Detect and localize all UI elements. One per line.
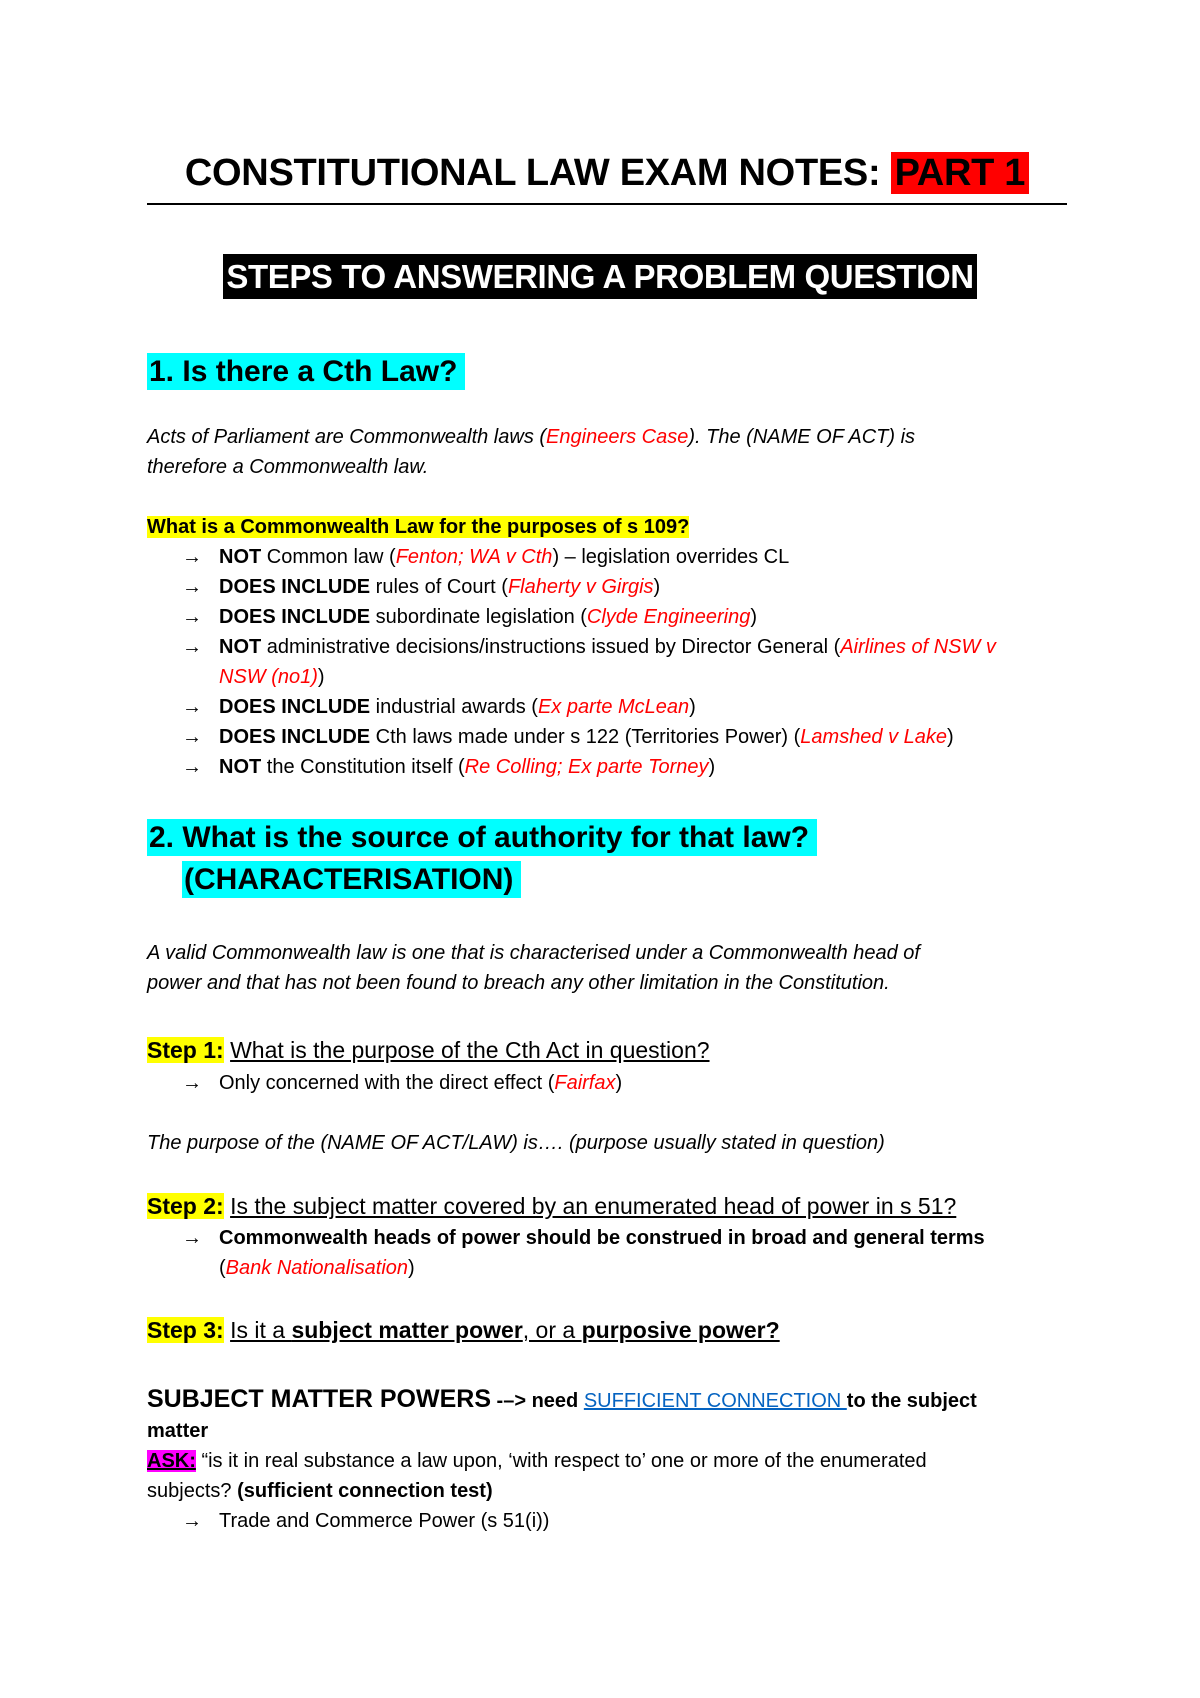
list-item bbox=[182, 1223, 1042, 1283]
section2-heading-text: 2. What is the source of authority for that law? bbox=[147, 819, 817, 856]
section2-heading-line2 bbox=[182, 858, 521, 902]
subject-matter-title: SUBJECT MATTER POWERS bbox=[147, 1385, 491, 1413]
item-text: Common law ( bbox=[261, 546, 396, 568]
step1-note: The purpose of the (NAME OF ACT/LAW) is…. (purpose usually stated in question) bbox=[147, 1132, 885, 1154]
step2-label: Step 2: bbox=[147, 1193, 224, 1219]
item-text: rules of Court ( bbox=[370, 576, 508, 598]
step1-heading bbox=[147, 1033, 710, 1067]
intro-text-c: therefore a Commonwealth law. bbox=[147, 456, 429, 478]
step2-list bbox=[182, 1223, 1042, 1283]
item-text-after: ) bbox=[750, 606, 758, 628]
ask-bold: (sufficient connection test) bbox=[237, 1480, 493, 1502]
step1-list bbox=[182, 1068, 1042, 1098]
arrow-icon: → bbox=[182, 726, 202, 748]
item-text: Cth laws made under s 122 (Territories Power) ( bbox=[370, 726, 801, 748]
arrow-icon: → bbox=[182, 1072, 202, 1094]
ask-line2 bbox=[147, 1476, 493, 1506]
list-item bbox=[182, 752, 1042, 782]
item-text: Only concerned with the direct effect ( bbox=[219, 1072, 555, 1094]
subject-matter-line2: matter bbox=[147, 1420, 209, 1442]
section2-heading-line1 bbox=[147, 816, 817, 860]
section1-list bbox=[182, 542, 1042, 782]
list-item bbox=[182, 692, 1042, 722]
subject-matter-list bbox=[182, 1506, 1042, 1536]
list-item bbox=[182, 1506, 1042, 1536]
arrow-icon: → bbox=[182, 636, 202, 658]
intro-text-b: ). The (NAME OF ACT) is bbox=[688, 426, 916, 448]
sufficient-connection-link[interactable]: SUFFICIENT CONNECTION bbox=[583, 1390, 847, 1412]
case-citation: Fairfax bbox=[554, 1072, 616, 1094]
list-item bbox=[182, 1068, 1042, 1098]
case-citation: Lamshed v Lake bbox=[800, 726, 948, 748]
step3-heading bbox=[147, 1313, 780, 1347]
list-item bbox=[182, 572, 1042, 602]
item-text: Trade and Commerce Power (s 51(i)) bbox=[219, 1510, 550, 1532]
tail-text: to the subject bbox=[846, 1390, 977, 1412]
page-title bbox=[147, 146, 1067, 200]
item-text: Commonwealth heads of power should be construed in broad and general terms bbox=[219, 1227, 985, 1249]
section1-intro-line2 bbox=[147, 452, 428, 482]
banner-text: STEPS TO ANSWERING A PROBLEM QUESTION bbox=[223, 254, 976, 299]
step3-text-a: Is it a bbox=[230, 1317, 292, 1343]
ask-text-b: subjects? bbox=[147, 1480, 238, 1502]
item-keyword: NOT bbox=[219, 756, 262, 778]
section1-intro-line1 bbox=[147, 422, 915, 452]
step1-text: What is the purpose of the Cth Act in question? bbox=[230, 1037, 710, 1063]
arrow-icon: → bbox=[182, 756, 202, 778]
item-text-close: ) bbox=[408, 1257, 415, 1279]
item-text: industrial awards ( bbox=[370, 696, 538, 718]
section2-intro-line1: A valid Commonwealth law is one that is characterised under a Commonwealth head of bbox=[147, 942, 920, 964]
item-text-after: ) bbox=[689, 696, 696, 718]
item-text-after: ) bbox=[615, 1072, 623, 1094]
step2-text: Is the subject matter covered by an enumerated head of power in s 51? bbox=[230, 1193, 957, 1219]
step3-label: Step 3: bbox=[147, 1317, 224, 1343]
title-text: CONSTITUTIONAL LAW EXAM NOTES: bbox=[184, 152, 881, 194]
section2-intro-line2: power and that has not been found to breach any other limitation in the Constitution. bbox=[147, 972, 890, 994]
arrow-icon: → bbox=[182, 606, 202, 628]
item-keyword: DOES INCLUDE bbox=[219, 606, 371, 628]
arrow-icon: -–> bbox=[491, 1390, 532, 1412]
item-keyword: DOES INCLUDE bbox=[219, 576, 371, 598]
item-text: the Constitution itself ( bbox=[261, 756, 465, 778]
item-text-after: ) bbox=[653, 576, 661, 598]
intro-text-a: Acts of Parliament are Commonwealth laws ( bbox=[147, 426, 547, 448]
case-citation: Airlines of NSW v NSW (no1) bbox=[219, 636, 996, 688]
section2-heading-subtext: (CHARACTERISATION) bbox=[182, 861, 521, 898]
case-citation: Clyde Engineering bbox=[586, 606, 751, 628]
section1-heading-text: 1. Is there a Cth Law? bbox=[147, 353, 465, 390]
item-text-open: ( bbox=[219, 1257, 226, 1279]
step3-text-c: , or a bbox=[522, 1317, 582, 1343]
ask-label: ASK: bbox=[147, 1450, 196, 1472]
item-text: administrative decisions/instructions issued by Director General ( bbox=[261, 636, 841, 658]
item-text: subordinate legislation ( bbox=[370, 606, 587, 628]
arrow-icon: → bbox=[182, 576, 202, 598]
title-part-highlight: PART 1 bbox=[891, 152, 1030, 194]
banner bbox=[0, 258, 1200, 296]
arrow-icon: → bbox=[182, 546, 202, 568]
case-citation: Bank Nationalisation bbox=[225, 1257, 409, 1279]
step3-text-d: purposive power? bbox=[581, 1317, 780, 1343]
subject-matter-heading bbox=[147, 1384, 977, 1416]
item-keyword: NOT bbox=[219, 636, 262, 658]
need-text: need bbox=[531, 1390, 584, 1412]
case-citation: Fenton; WA v Cth bbox=[395, 546, 553, 568]
item-text-after: ) – legislation overrides CL bbox=[552, 546, 790, 568]
case-citation: Flaherty v Girgis bbox=[507, 576, 654, 598]
title-underline bbox=[147, 203, 1067, 205]
step2-heading bbox=[147, 1189, 956, 1223]
case-citation: Engineers Case bbox=[546, 426, 689, 448]
ask-line1 bbox=[147, 1446, 927, 1476]
section1-question bbox=[147, 512, 689, 542]
question-text: What is a Commonwealth Law for the purposes of s 109? bbox=[147, 516, 690, 538]
arrow-icon: → bbox=[182, 1227, 202, 1249]
section1-heading bbox=[147, 350, 465, 394]
item-text-after: ) bbox=[947, 726, 954, 748]
list-item bbox=[182, 632, 1042, 692]
arrow-icon: → bbox=[182, 1510, 202, 1532]
item-text-after: ) bbox=[317, 666, 325, 688]
item-keyword: DOES INCLUDE bbox=[219, 696, 371, 718]
item-keyword: NOT bbox=[219, 546, 262, 568]
item-keyword: DOES INCLUDE bbox=[219, 726, 371, 748]
ask-text: “is it in real substance a law upon, ‘with respect to’ one or more of the enumerated bbox=[195, 1450, 927, 1472]
case-citation: Ex parte McLean bbox=[537, 696, 690, 718]
list-item bbox=[182, 602, 1042, 632]
list-item bbox=[182, 542, 1042, 572]
step3-text-b: subject matter power bbox=[291, 1317, 523, 1343]
case-citation: Re Colling; Ex parte Torney bbox=[464, 756, 709, 778]
list-item bbox=[182, 722, 1042, 752]
step1-label: Step 1: bbox=[147, 1037, 224, 1063]
arrow-icon: → bbox=[182, 696, 202, 718]
item-text-after: ) bbox=[708, 756, 716, 778]
